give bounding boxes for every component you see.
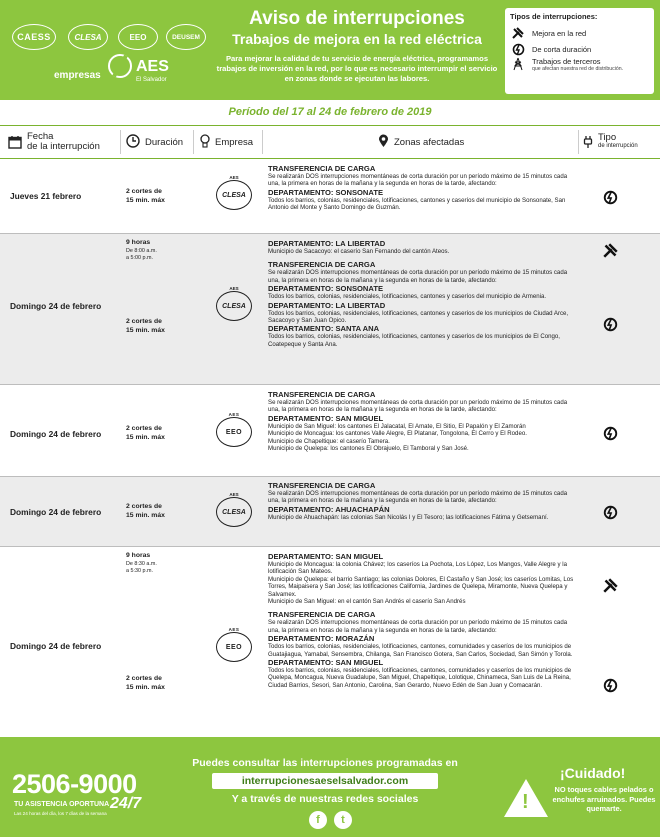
aes-name: AES xyxy=(136,58,169,75)
row-zones: DEPARTAMENTO: LA LIBERTAD Municipio de Sacacoyo: el caserío San Fernando del cantón Ateos. TRANSFERENCIA DE CARGA Se realizarán DOS interrupciones momentáneas de corta duración por un período máximo de 15 minutos cada una, la primera en horas de la mañana y la segunda en horas de la tarde, afectando: DEPARTAMENTO: SONSONATE Todos los barrios, colonias, residenciales, lotificaciones, cantones y caseríos del municipio de Armenia. DEPARTAMENTO: LA LIBERTAD Todos los barrios, colonias, residenciales, lotificaciones, cantones y caseríos de los municipios de Ciudad Arce, Sacacoyo y San Juan Opico. DEPARTAMENTO: SANTA ANA Todos los barrios, colonias, residenciales, lotificaciones, cantones y caseríos de los municipios de El Congo, Coatepeque y Santa Ana. xyxy=(268,239,569,348)
table-row xyxy=(0,234,660,385)
page-subtitle: Trabajos de mejora en la red eléctrica xyxy=(232,31,482,47)
calendar-icon xyxy=(8,135,22,149)
short-outage-icon xyxy=(600,423,620,443)
interruption-types-legend xyxy=(505,8,654,94)
column-fecha: Fecha de la interrupción xyxy=(8,126,100,158)
column-divider xyxy=(262,130,263,154)
row-date: Domingo 24 de febrero xyxy=(10,301,102,311)
phone-subtitle: TU ASISTENCIA OPORTUNA xyxy=(14,801,110,808)
row-duration: 2 cortes de 15 min. máx xyxy=(126,188,165,204)
table-header xyxy=(0,125,660,159)
row-date: Domingo 24 de febrero xyxy=(10,641,102,651)
legend-item-terceros: Trabajos de terceros que afectan nuestra red de distribución. xyxy=(510,57,649,79)
footer-banner xyxy=(0,737,660,837)
row-zones: TRANSFERENCIA DE CARGA Se realizarán DOS interrupciones momentáneas de corta duración por un período máximo de 15 minutos cada una, la primera en horas de la mañana y la segunda en horas de la tarde, afectando: DEPARTAMENTO: SONSONATE Todos los barrios, colonias, residenciales, lotificaciones, cantones y caseríos del municipio de Sonsonate, San Antonio del Monte y Santo Domingo de Guzmán. xyxy=(268,164,568,212)
header-banner xyxy=(0,0,660,100)
clesa-company-logo: AES CLESA xyxy=(216,291,252,321)
company-logos xyxy=(6,14,211,96)
short-outage-icon xyxy=(600,675,620,695)
row-zones: TRANSFERENCIA DE CARGA Se realizarán DOS interrupciones momentáneas de corta duración por un período máximo de 15 minutos cada una, la primera en horas de la mañana y la segunda en horas de la tarde, afectando: DEPARTAMENTO: AHUACHAPÁN Municipio de Ahuachapán: las colonias San Nicolás I y El Tesoro; las lotificaciones Fátima y Getsemaní. xyxy=(268,481,568,521)
table-row xyxy=(0,547,660,737)
aes-country: El Salvador xyxy=(136,77,167,83)
row-zones: TRANSFERENCIA DE CARGA Se realizarán DOS interrupciones momentáneas de corta duración por un período máximo de 15 minutos cada una, la primera en horas de la mañana y la segunda en horas de la tarde, afectando: DEPARTAMENTO: SAN MIGUEL Municipio de San Miguel: los cantones El Jalacatal, El Amate, El Sitio, El Papalón y El Zamorán Municipio de Moncagua: los cantones Valle Alegre, El Platanar, Tongolona, El Cerro y El Rodeo. Municipio de Chapeltique: el caserío Tamera. Municipio de Quelepa: los cantones El Obrajuelo, El Tamboral y San José. xyxy=(268,390,568,453)
short-outage-icon xyxy=(600,502,620,522)
social-text: Y a través de nuestras redes sociales xyxy=(231,793,419,805)
column-divider xyxy=(193,130,194,154)
caution-text: NO toques cables pelados o enchufes arruinados. Puedes quemarte. xyxy=(552,785,656,813)
row-zones: DEPARTAMENTO: SAN MIGUEL Municipio de Moncagua: la colonia Chávez; los caseríos La Pochota, Los López, Los Mangos, Valle Alegre y la lotificación San Mateos. Municipio de Quelepa: el barrio Santiago; las colonias Dolores, El Castaño y San José; los caseríos Lomitas, Los Torres, Maipaisera y San José; las lotificaciones California, Jardines de Quelepa, Miramonte, Nueva Quelepa y Salvamex. Municipio de San Miguel: en el cantón San Andrés el caserío San Andrés TRANSFERENCIA DE CARGA Se realizarán DOS interrupciones momentáneas de corta duración por un período máximo de 15 minutos cada una, la primera en horas de la mañana y la segunda en horas de la tarde, afectando: DEPARTAMENTO: MORAZÁN Todos los barrios, colonias, residenciales, lotificaciones, cantones, comunidades y caseríos de los municipios de Guatajiagua, Yamabal, Sensembra, Chilanga, San Francisco Gotera, San Carlos, Sociedad, San Simón y Torola. DEPARTAMENTO: SAN MIGUEL Todos los barrios, colonias, residenciales, lotificaciones, cantones, comunidades y caseríos de los municipios de Quelepa, Moncagua, Nueva Guadalupe, San Miguel, Chapeltique, Lolotique, Chinameca, San Luis de La Reina, Ciudad Barrios, Sesori, San Antonio, Carolina, San Gerardo, Nuevo Edén de San Juan y Comacarán. xyxy=(268,552,574,689)
tools-icon xyxy=(600,240,620,260)
table-row xyxy=(0,160,660,234)
column-empresa: Empresa xyxy=(200,126,253,158)
facebook-icon[interactable]: f xyxy=(309,811,327,829)
column-duracion: Duración xyxy=(126,126,183,158)
tools-icon xyxy=(510,26,526,40)
row-duration: 2 cortes de 15 min. máx xyxy=(126,318,165,334)
tower-icon xyxy=(510,57,526,71)
phone-number[interactable]: 2506-9000 xyxy=(12,769,137,799)
clesa-company-logo: AES CLESA xyxy=(216,497,252,527)
aes-logo-icon xyxy=(108,54,132,78)
column-divider xyxy=(578,130,579,154)
eeo-logo: EEO xyxy=(118,24,158,50)
table-row xyxy=(0,477,660,547)
consult-text: Puedes consultar las interrupciones programadas en xyxy=(192,757,458,769)
clesa-logo: CLESA xyxy=(68,24,108,50)
page-description: Para mejorar la calidad de tu servicio de energía eléctrica, programamos trabajos de inversión en la red, por lo que es necesario interrumpir el servicio en zonas donde se ejecutan las labores. xyxy=(216,54,498,83)
eeo-company-logo: AES EEO xyxy=(216,632,252,662)
caution-title: ¡Cuidado! xyxy=(560,765,626,781)
title-block xyxy=(212,8,502,84)
row-duration: 2 cortes de 15 min. máx xyxy=(126,503,165,519)
phone-hours: Las 24 horas del día, los 7 días de la semana xyxy=(14,811,107,816)
row-date: Domingo 24 de febrero xyxy=(10,429,102,439)
website-link[interactable]: interrupcionesaeselsalvador.com xyxy=(212,773,438,789)
clock-icon xyxy=(126,134,140,151)
column-divider xyxy=(120,130,121,154)
deusem-logo: DEUSEM xyxy=(166,24,206,50)
phone-247-badge: 24/7 xyxy=(110,795,142,812)
page-title: Aviso de interrupciones xyxy=(249,8,465,29)
legend-title: Tipos de interrupciones: xyxy=(510,12,598,21)
twitter-icon[interactable]: t xyxy=(334,811,352,829)
row-duration-long: 9 horas De 8:00 a.m. a 5:00 p.m. xyxy=(126,239,157,261)
legend-item-mejora: Mejora en la red xyxy=(510,25,649,41)
tools-icon xyxy=(600,575,620,595)
column-tipo: Tipo de interrupción xyxy=(583,126,638,158)
warning-exclamation: ! xyxy=(522,791,529,813)
row-date: Jueves 21 febrero xyxy=(10,191,82,201)
caess-logo: CAESS xyxy=(12,24,56,50)
location-pin-icon xyxy=(378,134,389,151)
short-outage-icon xyxy=(600,187,620,207)
clesa-company-logo: AES CLESA xyxy=(216,180,252,210)
row-duration-long: 9 horas De 8:30 a.m. a 5:30 p.m. xyxy=(126,552,157,574)
period-label: Período del 17 al 24 de febrero de 2019 xyxy=(228,106,432,118)
lightbulb-icon xyxy=(200,134,210,151)
legend-item-corta: De corta duración xyxy=(510,41,649,57)
eeo-company-logo: AES EEO xyxy=(216,417,252,447)
row-date: Domingo 24 de febrero xyxy=(10,507,102,517)
empresas-label: empresas xyxy=(54,70,101,81)
row-duration: 2 cortes de 15 min. máx xyxy=(126,675,165,691)
row-duration: 2 cortes de 15 min. máx xyxy=(126,425,165,441)
plug-icon xyxy=(583,135,593,149)
short-outage-icon xyxy=(600,314,620,334)
column-zonas: Zonas afectadas xyxy=(378,126,464,158)
short-outage-icon xyxy=(510,42,526,56)
table-row xyxy=(0,385,660,477)
